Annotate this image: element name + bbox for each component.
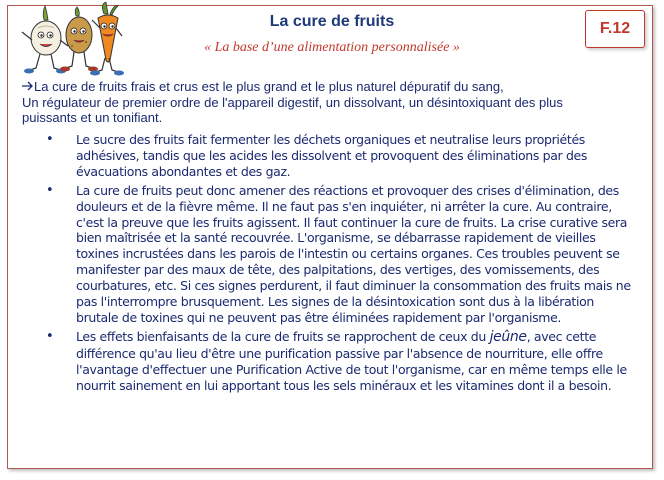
intro-line-1	[22, 79, 642, 95]
intro-text-1: La cure de fruits frais et crus est le plus grand et le plus naturel dépuratif du sang,	[34, 79, 504, 94]
page-title: La cure de fruits	[269, 13, 395, 30]
bullet-list	[22, 132, 632, 397]
bullet-dot-icon: •	[46, 182, 54, 198]
arrow-right-icon	[22, 79, 34, 95]
bullet-dot-icon: •	[46, 328, 54, 344]
bullet-dot-icon: •	[46, 132, 54, 147]
bullet-emphasis: jeûne	[489, 328, 527, 345]
list-item	[22, 132, 632, 180]
list-item	[22, 183, 632, 326]
sheet-code-badge	[585, 10, 645, 48]
bullet-text-before: Les effets bienfaisants de la cure de fruits se rapprochent de ceux du	[76, 328, 490, 344]
bullet-text: Le sucre des fruits fait fermenter les déchets organiques et neutralise leurs propriétés adhésives, tandis que les acides les dissolvent et provoquent des éliminations par des évacuations abondantes et des gaz.	[76, 132, 588, 179]
intro-line-2: Un régulateur de premier ordre de l'appareil digestif, un dissolvant, un désintoxiquant des plus	[22, 94, 563, 110]
bullet-text: La cure de fruits peut donc amener des réactions et provoquer des crises d'élimination, des douleurs et de la fièvre même. Il ne faut pas s'en inquiéter, ni arrêter la cure. Au contraire, c'est la preuve que les fruits agissent. Il faut continuer la cure de fruits. La crise curative sera bien maîtrisée et la santé recouvrée. L'organisme, se débarrasse rapidement de vieilles toxines incrustées dans les parois de l'intestin ou certains organes. Ces troubles peuvent se manifester par des maux de tête, des palpitations, des vertiges, des vomissements, des courbatures, etc. Si ces signes perdurent, il faut diminuer la consommation des fruits mais ne pas l'interrompre brusquement. Les signes de la désintoxication sont dus à la libération brutale de toxines qui ne peuvent pas être éliminées rapidement par l'organisme.	[76, 182, 631, 325]
intro-line-3: puissants et un tonifiant.	[22, 110, 163, 125]
page-subtitle: « La base d’une alimentation personnalisée »	[204, 40, 460, 55]
intro-paragraph	[22, 79, 642, 126]
sheet-code-label: F.12	[599, 20, 631, 37]
bullet-text-after: , avec cette différence qu'au lieu d'être une purification passive par l'absence de nourriture, elle offre l'avantage d'effectuer une Purification Active de tout l'organisme, car en même temps elle le nourrit sainement en lui apportant tous les sels minéraux et les vitamines dont il a besoin.	[76, 328, 627, 393]
list-item	[22, 329, 632, 394]
